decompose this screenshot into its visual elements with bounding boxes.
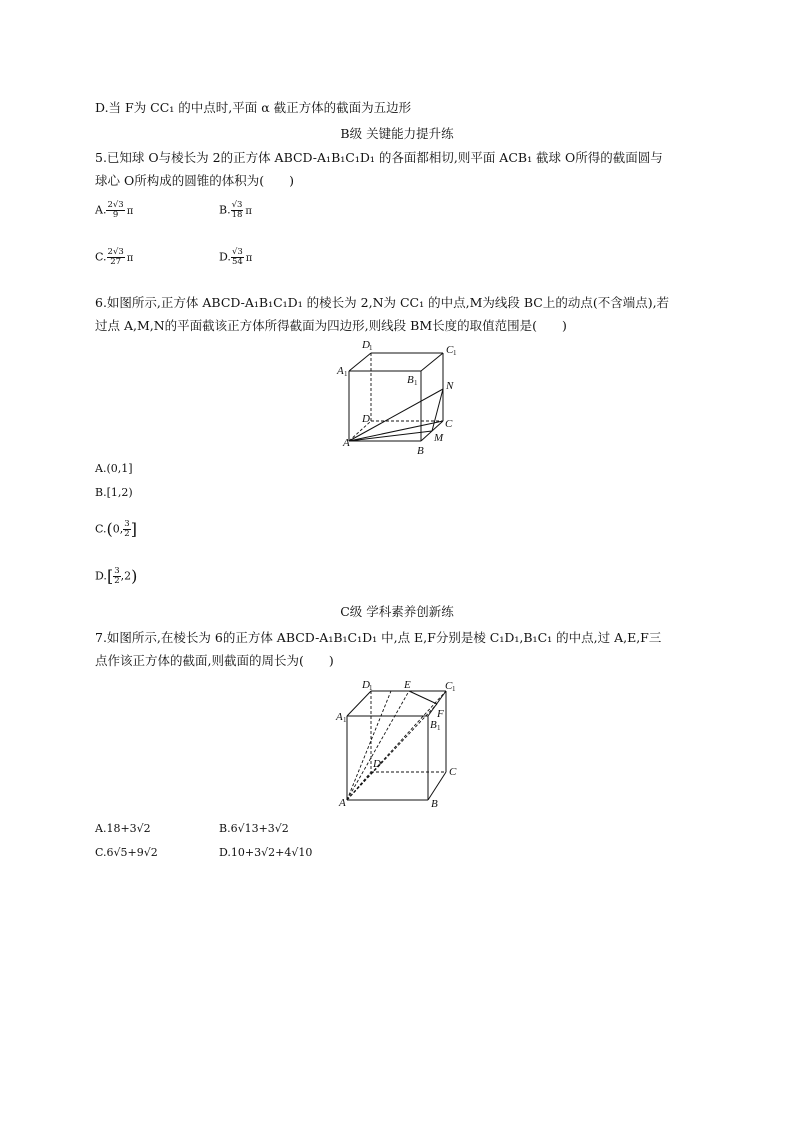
label-m: M xyxy=(434,432,444,444)
svg-text:1: 1 xyxy=(343,716,347,724)
label-c1: C xyxy=(446,344,454,356)
section-b-heading: B级 关键能力提升练 xyxy=(340,126,454,141)
section-c-heading: C级 学科素养创新练 xyxy=(340,604,454,619)
q6-stem-line1: 6.如图所示,正方体 ABCD-A₁B₁C₁D₁ 的棱长为 2,N为 CC₁ 的中点,M为线段 BC上的动点(不含端点),若 xyxy=(95,295,670,310)
label-n: N xyxy=(446,380,454,392)
label-b: B xyxy=(431,798,438,810)
q7-option-a[interactable]: A.18+3√2 xyxy=(95,822,151,835)
svg-text:1: 1 xyxy=(369,684,373,692)
label-d: D xyxy=(362,413,370,425)
q4-option-d: D.当 F为 CC₁ 的中点时,平面 α 截正方体的截面为五边形 xyxy=(95,100,412,115)
fraction: $\frac{√3}{18}$ xyxy=(231,200,243,220)
q5-stem-line2: 球心 O所构成的圆锥的体积为( ) xyxy=(95,173,294,188)
label-c1: C xyxy=(445,680,453,692)
label-b1: B xyxy=(430,719,437,731)
q5-stem-line1: 5.已知球 O与棱长为 2的正方体 ABCD-A₁B₁C₁D₁ 的各面都相切,则平面 ACB₁ 截球 O所得的截面圆与 xyxy=(95,150,663,165)
label-a: A xyxy=(339,797,346,809)
q6-option-a[interactable]: A.(0,1] xyxy=(95,462,133,475)
label-c: C xyxy=(449,766,457,778)
label-f: F xyxy=(437,708,444,720)
fraction: $\frac{2√3}{27}$ xyxy=(107,247,124,267)
q6-option-c[interactable]: C.(0, $\frac{3}{2}$ ] xyxy=(95,519,137,539)
q6-stem-line2: 过点 A,M,N的平面截该正方体所得截面为四边形,则线段 BM长度的取值范围是( ) xyxy=(95,318,567,333)
label-d: D xyxy=(373,758,381,770)
label-a: A xyxy=(343,437,350,449)
q7-stem-line2: 点作该正方体的截面,则截面的周长为( ) xyxy=(95,653,334,668)
svg-text:1: 1 xyxy=(414,379,418,387)
q5-option-d[interactable]: D. $\frac{√3}{54}$ π xyxy=(219,247,253,267)
svg-text:1: 1 xyxy=(344,370,348,378)
label-d1: D xyxy=(362,339,370,351)
q5-option-c[interactable]: C. $\frac{2√3}{27}$ π xyxy=(95,247,134,267)
q6-option-d[interactable]: D.[ $\frac{3}{2}$ ,2) xyxy=(95,566,138,586)
q7-option-b[interactable]: B.6√13+3√2 xyxy=(219,822,289,835)
fraction: $\frac{3}{2}$ xyxy=(124,519,130,539)
q6-option-b[interactable]: B.[1,2) xyxy=(95,486,133,499)
label-a1: A xyxy=(337,365,344,377)
label-e: E xyxy=(404,679,411,691)
svg-text:1: 1 xyxy=(437,724,441,732)
label-d1: D xyxy=(362,679,370,691)
q6-cube-figure xyxy=(330,334,480,460)
label-a1: A xyxy=(336,711,343,723)
q5-option-a[interactable]: A. $\frac{2√3}{9}$ π xyxy=(95,200,134,220)
fraction: $\frac{2√3}{9}$ xyxy=(107,200,124,220)
q7-option-c[interactable]: C.6√5+9√2 xyxy=(95,846,158,859)
label-b: B xyxy=(417,445,424,457)
fraction: $\frac{√3}{54}$ xyxy=(231,247,243,267)
svg-text:1: 1 xyxy=(452,685,456,693)
q5-option-b[interactable]: B. $\frac{√3}{18}$ π xyxy=(219,200,252,220)
q7-cube-figure xyxy=(330,675,480,815)
label-b1: B xyxy=(407,374,414,386)
q7-option-d[interactable]: D.10+3√2+4√10 xyxy=(219,846,313,859)
label-c: C xyxy=(445,418,453,430)
svg-text:1: 1 xyxy=(369,344,373,352)
svg-text:1: 1 xyxy=(453,349,457,357)
q7-stem-line1: 7.如图所示,在棱长为 6的正方体 ABCD-A₁B₁C₁D₁ 中,点 E,F分别是棱 C₁D₁,B₁C₁ 的中点,过 A,E,F三 xyxy=(95,630,662,645)
fraction: $\frac{3}{2}$ xyxy=(114,566,120,586)
